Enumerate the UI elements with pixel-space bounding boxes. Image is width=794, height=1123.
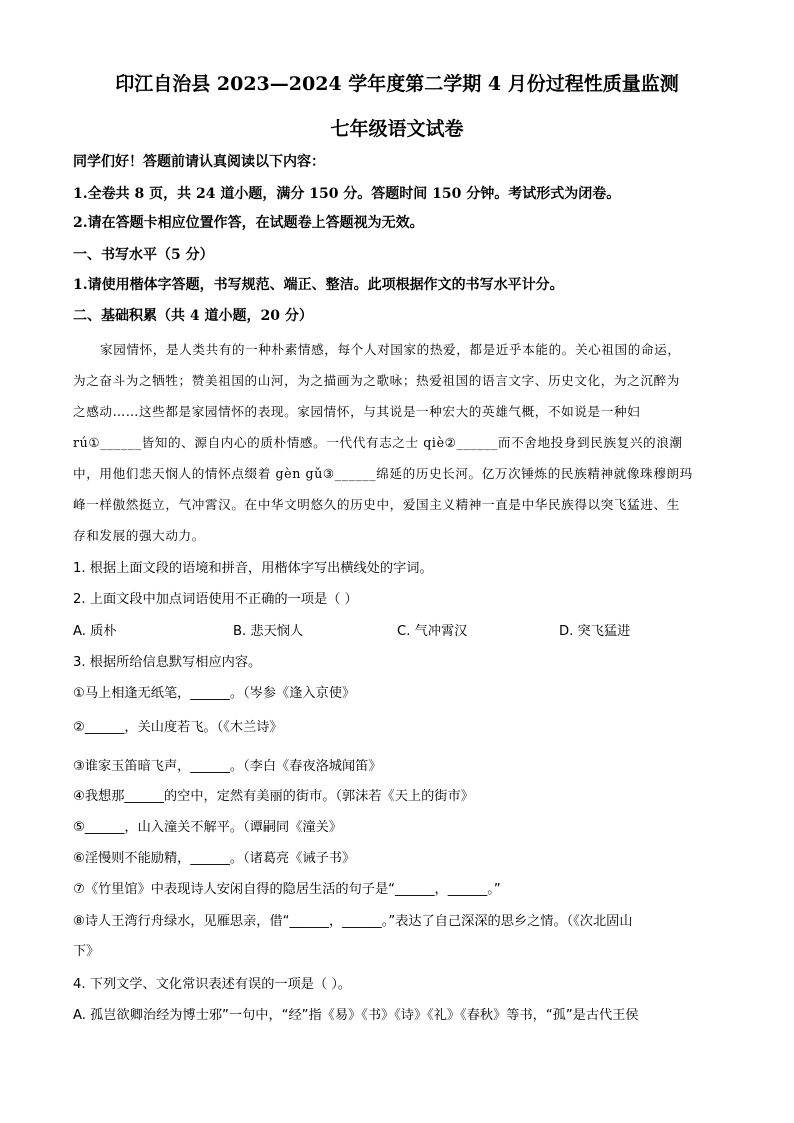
section-heading-writing: 一、书写水平（5 分） [73,247,214,263]
passage-line: 家园情怀，是人类共有的一种朴素情感，每个人对国家的热爱，都是近乎本能的。关心祖国的命运， [100,342,681,357]
question-2: 2. 上面文段中加点词语使用不正确的一项是（ ） [73,592,358,607]
q3-item: ⑦《竹里馆》中表现诗人安闲自得的隐居生活的句子是“______，______。” [73,882,501,897]
question-4: 4. 下列文学、文化常识表述有误的一项是（ ）。 [73,977,352,992]
q4-option-a: A. 孤岂欲卿治经为博士邪”一句中，“经”指《易》《书》《诗》《礼》《春秋》等书，“孤”是古代王侯 [73,1008,639,1023]
q3-item: ④我想那______的空中，定然有美丽的街市。（郭沫若《天上的街市》 [73,789,474,804]
instructions-greeting: 同学们好！答题前请认真阅读以下内容： [73,154,325,170]
passage-line: 峰一样傲然挺立，气冲霄汉。在中华文明悠久的历史中，爱国主义精神一直是中华民族得以突飞猛进、生 [73,497,680,512]
section-heading-basics: 二、基础积累（共 4 道小题，20 分） [73,308,313,324]
q3-item: ③谁家玉笛暗飞声，______。（李白《春夜洛城闻笛》 [73,759,382,774]
passage-line: 为之奋斗为之牺牲；赞美祖国的山河，为之描画为之歌咏；热爱祖国的语言文字、历史文化，为之沉醉为 [73,373,680,388]
q3-item: ⑧诗人王湾行舟绿水，见雁思亲，借“______，______。”表达了自己深深的思乡之情。（《次北固山 [73,914,633,929]
exam-subtitle: 七年级语文试卷 [330,118,464,140]
q3-item: 下》 [73,944,100,959]
q2-option-c: C. 气冲霄汉 [397,624,468,639]
instruction-item-2: 2.请在答题卡相应位置作答，在试题卷上答题视为无效。 [73,215,424,231]
q2-option-b: B. 悲天悯人 [233,624,304,639]
question-1: 1. 根据上面文段的语境和拼音，用楷体字写出横线处的字词。 [73,561,433,576]
exam-title: 印江自治县 2023—2024 学年度第二学期 4 月份过程性质量监测 [115,73,679,95]
q3-item: ⑤______，山入潼关不解平。（谭嗣同《潼关》 [73,820,342,835]
passage-line: 之感动……这些都是家园情怀的表现。家园情怀，与其说是一种宏大的英雄气概，不如说是一种妇 [73,404,641,419]
passage-line: 中，用他们悲天悯人的情怀点缀着 gèn gǔ③______绵延的历史长河。亿万次锤炼的民族精神就像珠穆朗玛 [73,466,693,481]
q2-option-a: A. 质朴 [73,624,117,639]
section-writing-text: 1.请使用楷体字答题，书写规范、端正、整洁。此项根据作文的书写水平计分。 [73,277,564,293]
question-3: 3. 根据所给信息默写相应内容。 [73,655,262,670]
passage-line: rú①______皆知的、源自内心的质朴情感。一代代有志之士 qiè②______而不舍地投身到民族复兴的浪潮 [73,435,683,450]
q3-item: ⑥淫慢则不能励精，______。（诸葛亮《诫子书》 [73,851,356,866]
passage-line: 存和发展的强大动力。 [73,528,205,543]
q3-item: ①马上相逢无纸笔，______。（岑参《逢入京使》 [73,686,356,701]
q3-item: ②______，关山度若飞。（《木兰诗》 [73,720,283,735]
q2-option-d: D. 突飞猛进 [559,624,631,639]
instruction-item-1: 1.全卷共 8 页，共 24 道小题，满分 150 分。答题时间 150 分钟。考试形式为闭卷。 [73,186,621,202]
